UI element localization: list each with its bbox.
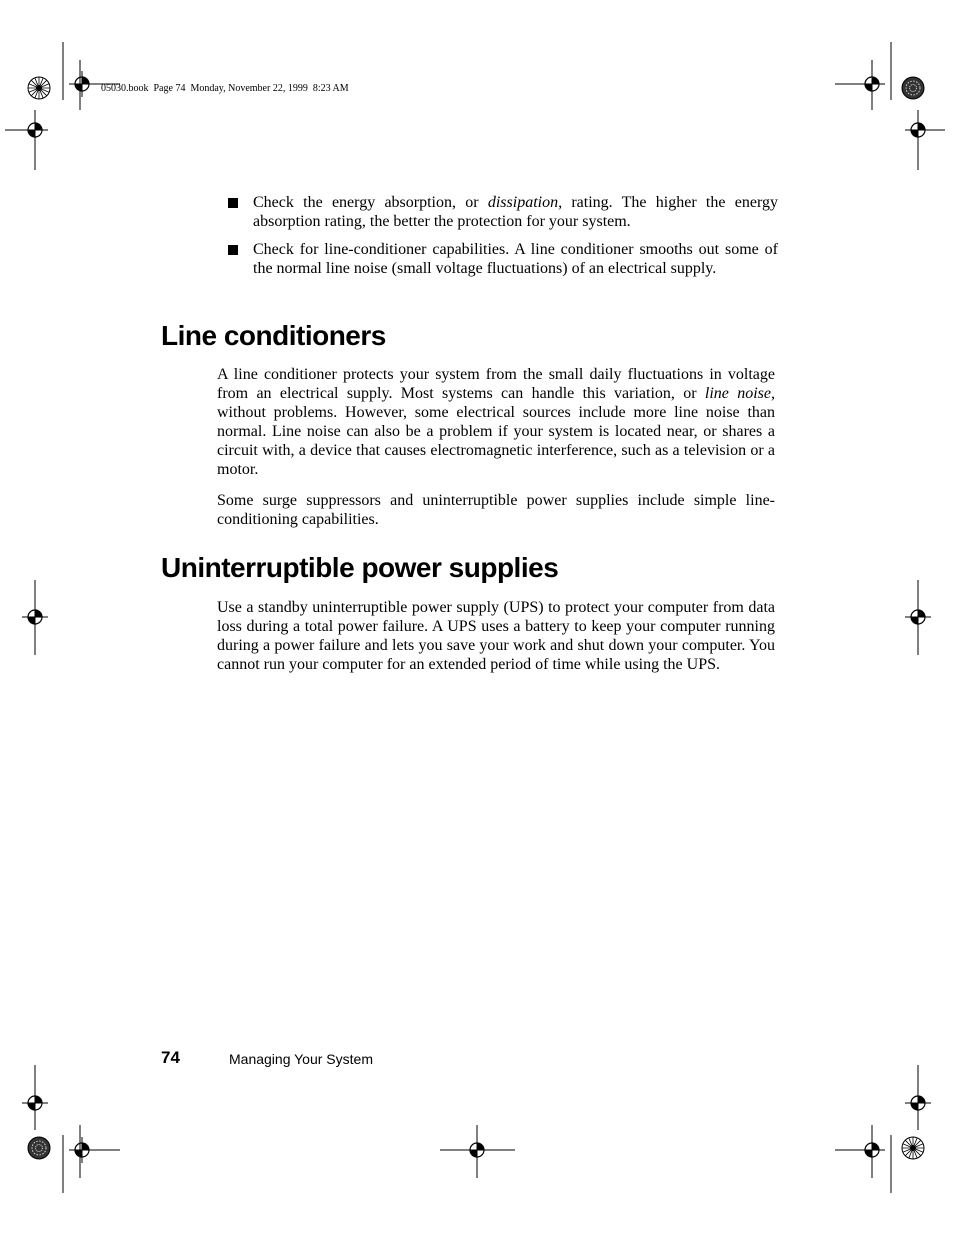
paragraph: A line conditioner protects your system from the small daily fluctuations in voltage from an electrical supply. Most systems can handle this variation, or line noise, without problems. However, some electrical sources include more line noise than normal. Line noise can also be a problem if your system is located near, or shares a circuit with, a device that causes electromagnetic interference, such as a television or a motor. <box>217 366 776 478</box>
section-body-ups <box>217 598 775 686</box>
section-heading-ups: Uninterruptible power supplies <box>161 552 559 583</box>
paragraph: Some surge suppressors and uninterruptible power supplies include simple line-conditioning capabilities. <box>217 492 775 528</box>
paragraph: Use a standby uninterruptible power supply (UPS) to protect your computer from data loss during a total power failure. A UPS uses a battery to keep your computer running during a power failure and lets you save your work and shut down your computer. You cannot run your computer for an extended period of time while using the UPS. <box>217 599 775 673</box>
square-bullet-icon <box>228 198 238 208</box>
bullet-text: Check for line-conditioner capabilities. A line conditioner smooths out some of the normal line noise (small voltage fluctuations) of an electrical supply. <box>253 241 778 277</box>
bullet-text: Check the energy absorption, or dissipation, rating. The higher the energy absorption rating, the better the protection for your system. <box>253 194 778 230</box>
section-body-line-conditioners <box>217 365 775 541</box>
list-item <box>226 193 778 231</box>
list-item <box>226 240 778 278</box>
section-heading-line-conditioners: Line conditioners <box>161 320 386 351</box>
square-bullet-icon <box>228 245 238 255</box>
bullet-list <box>226 193 778 287</box>
footer-title: Managing Your System <box>229 1051 373 1067</box>
page-number: 74 <box>161 1048 180 1067</box>
print-slug: 05030.book Page 74 Monday, November 22, 1999 8:23 AM <box>101 83 349 94</box>
